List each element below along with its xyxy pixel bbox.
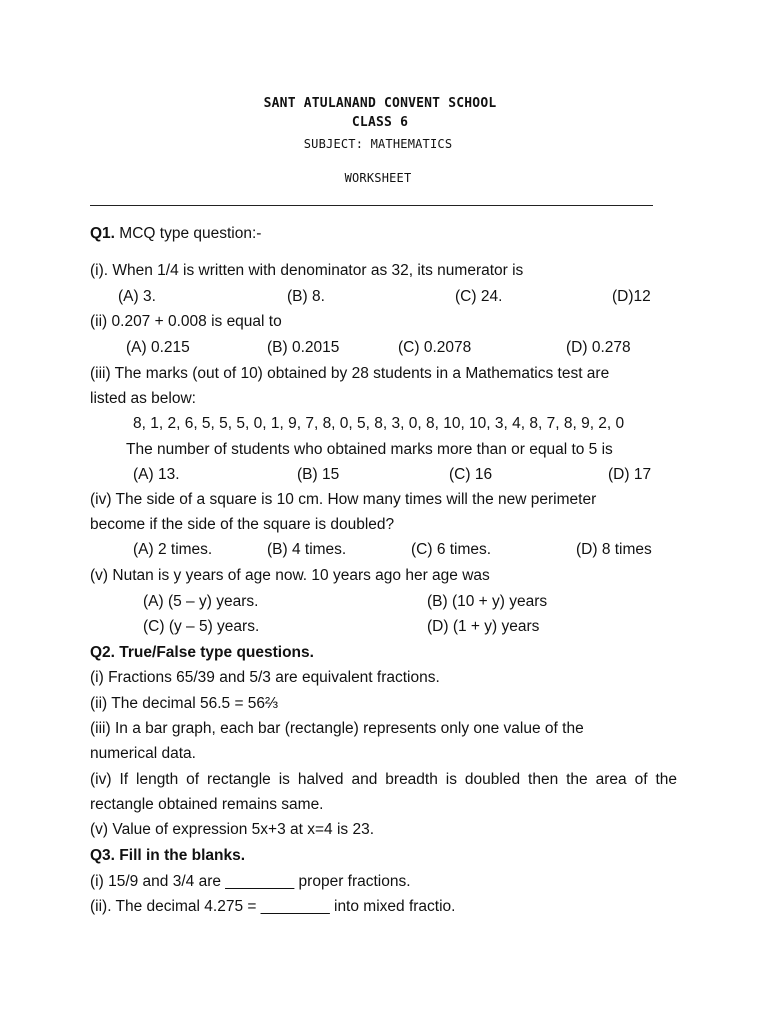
q1-v-option-a: (A) (5 – y) years. — [143, 593, 259, 610]
q2-item-iv-cont: rectangle obtained remains same. — [90, 796, 324, 813]
q1-i-option-b: (B) 8. — [287, 288, 325, 305]
q1-v-option-c: (C) (y – 5) years. — [143, 618, 260, 635]
q1-v-option-b: (B) (10 + y) years — [427, 593, 548, 610]
q1-iii-line2: listed as below: — [90, 390, 196, 407]
q1-iii-option-b: (B) 15 — [297, 466, 340, 483]
q1-iv-option-b: (B) 4 times. — [267, 541, 347, 558]
q1-title: MCQ type question:- — [119, 225, 262, 242]
q1-i-option-c: (C) 24. — [455, 288, 503, 305]
q2-item-iv: (iv) If length of rectangle is halved and breadth is doubled then the area of the — [90, 771, 677, 788]
q1-heading — [90, 224, 261, 244]
q1-v-question: (v) Nutan is y years of age now. 10 years ago her age was — [90, 567, 490, 584]
q1-iv-option-d: (D) 8 times — [576, 541, 652, 558]
q3-item-ii: (ii). The decimal 4.275 = ________ into mixed fractio. — [90, 898, 456, 915]
class-label: CLASS 6 — [351, 115, 409, 130]
q1-ii-option-a: (A) 0.215 — [126, 339, 190, 356]
q2-item-v: (v) Value of expression 5x+3 at x=4 is 23. — [90, 821, 375, 838]
q1-iii-line1: (iii) The marks (out of 10) obtained by 28 students in a Mathematics test are — [90, 365, 610, 382]
q1-i-option-d: (D)12 — [612, 288, 651, 305]
school-name: SANT ATULANAND CONVENT SCHOOL — [263, 96, 497, 111]
q1-iv-option-a: (A) 2 times. — [133, 541, 213, 558]
q2-item-iii: (iii) In a bar graph, each bar (rectangle) represents only one value of the — [90, 720, 584, 737]
q1-i-question: (i). When 1/4 is written with denominator as 32, its numerator is — [90, 262, 524, 279]
q1-ii-option-d: (D) 0.278 — [566, 339, 631, 356]
q2-heading: Q2. True/False type questions. — [90, 644, 314, 661]
q2-item-ii: (ii) The decimal 56.5 = 56⅔ — [90, 695, 278, 712]
q1-iii-option-a: (A) 13. — [133, 466, 180, 483]
q1-ii-question: (ii) 0.207 + 0.008 is equal to — [90, 313, 282, 330]
q3-item-i: (i) 15/9 and 3/4 are ________ proper fractions. — [90, 873, 411, 890]
q1-iii-question: The number of students who obtained marks more than or equal to 5 is — [126, 441, 613, 458]
q1-iv-line1: (iv) The side of a square is 10 cm. How many times will the new perimeter — [90, 491, 597, 508]
q2-item-i: (i) Fractions 65/39 and 5/3 are equivalent fractions. — [90, 669, 440, 686]
q3-heading: Q3. Fill in the blanks. — [90, 847, 246, 864]
header-divider — [90, 205, 653, 206]
worksheet-title: WORKSHEET — [344, 171, 412, 185]
q1-iv-option-c: (C) 6 times. — [411, 541, 492, 558]
q1-iii-option-c: (C) 16 — [449, 466, 493, 483]
q1-label: Q1. — [90, 225, 115, 242]
q1-iv-line2: become if the side of the square is doubled? — [90, 516, 395, 533]
q1-v-option-d: (D) (1 + y) years — [427, 618, 540, 635]
q1-iii-option-d: (D) 17 — [608, 466, 652, 483]
q1-ii-option-c: (C) 0.2078 — [398, 339, 472, 356]
subject-label: SUBJECT: MATHEMATICS — [303, 137, 453, 151]
q1-i-option-a: (A) 3. — [118, 288, 156, 305]
q2-item-iii-cont: numerical data. — [90, 745, 196, 762]
q1-iii-marks: 8, 1, 2, 6, 5, 5, 5, 0, 1, 9, 7, 8, 0, 5, 8, 3, 0, 8, 10, 10, 3, 4, 8, 7, 8, 9, 2, 0 — [133, 415, 625, 432]
q1-ii-option-b: (B) 0.2015 — [267, 339, 340, 356]
